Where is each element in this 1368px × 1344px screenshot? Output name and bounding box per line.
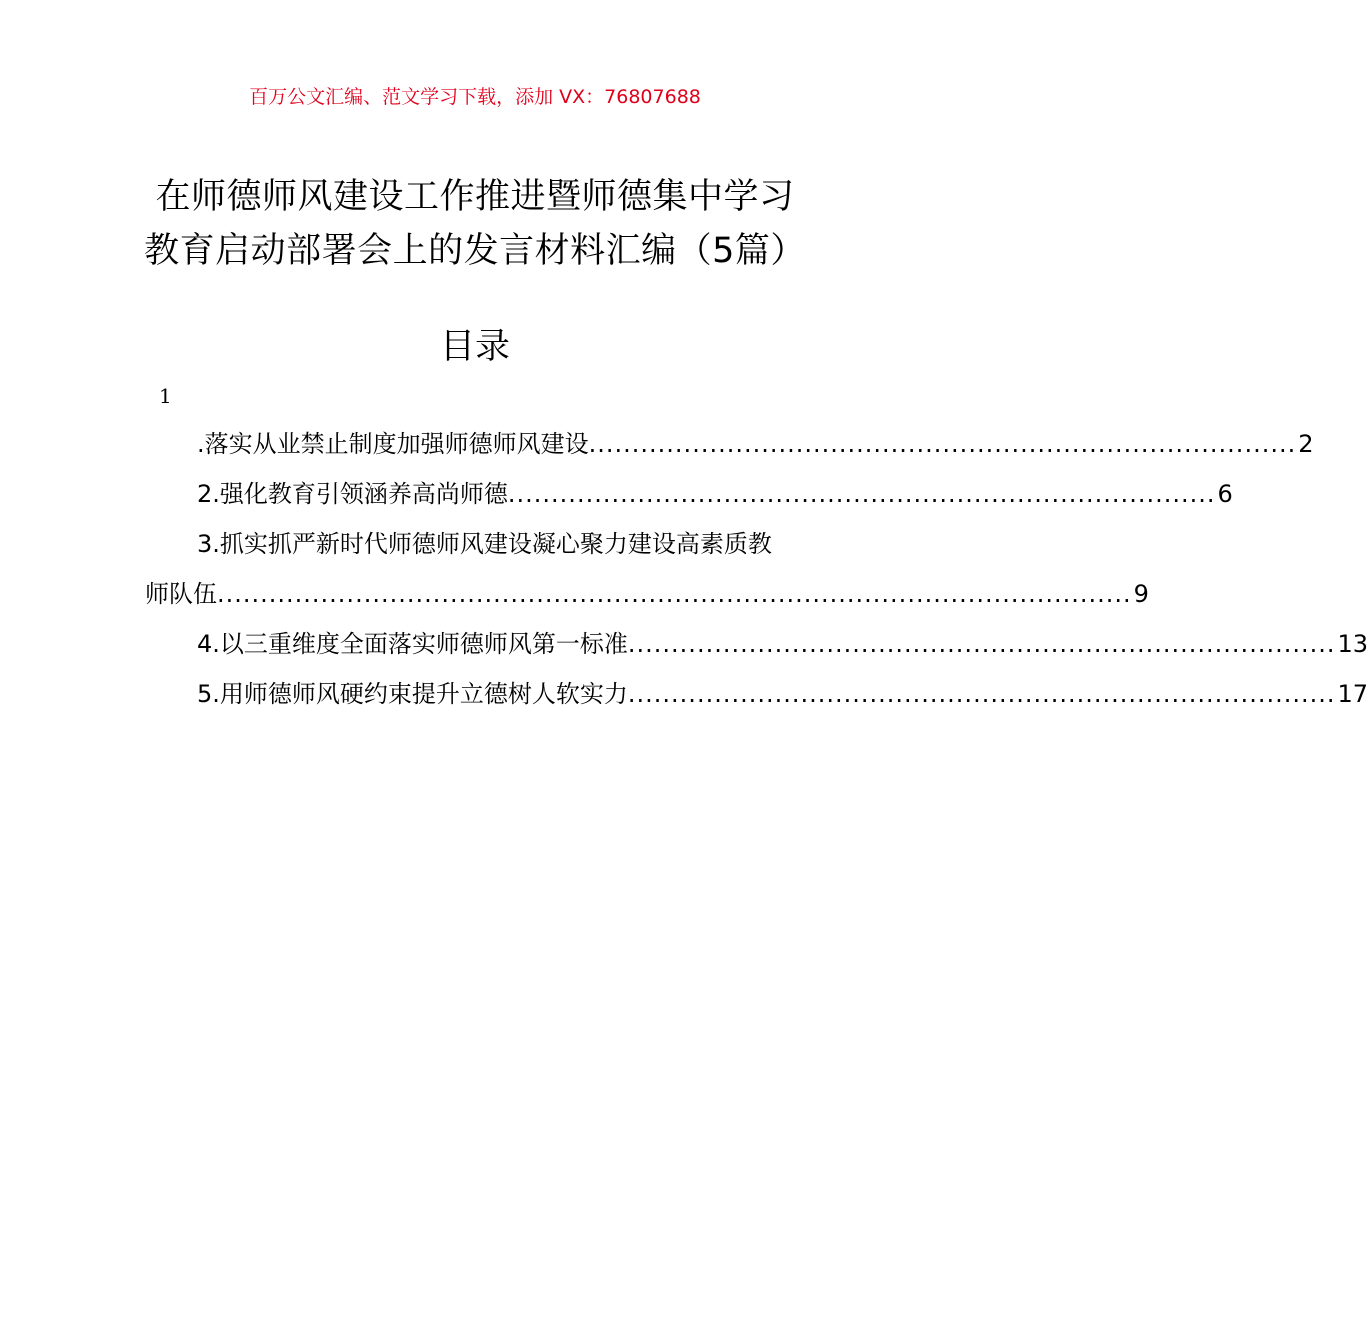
toc-entry-1[interactable] [145, 427, 1314, 461]
toc-entry-text: 4.以三重维度全面落实师德师风第一标准 [197, 630, 628, 658]
toc-entry-text: .落实从业禁止制度加强师德师风建设 [197, 430, 589, 458]
toc-entry-page: 9 [1133, 580, 1149, 608]
toc-entry-page: 6 [1217, 480, 1233, 508]
toc-entry-3[interactable] [145, 577, 1149, 611]
toc-leader-dots: .................................................................................. [507, 480, 1216, 508]
toc-entry-page: 17 [1337, 680, 1368, 708]
document-title [120, 170, 830, 278]
toc-heading: 目录 [439, 327, 510, 367]
toc-entry-4[interactable] [145, 627, 1368, 661]
toc-leader-dots: .................................................................................. [627, 630, 1336, 658]
toc-entry-text: 师队伍 [145, 580, 217, 608]
toc-entry-page: 13 [1337, 630, 1368, 658]
toc-leader-dots: .................................................................................. [588, 430, 1297, 458]
toc-entry-text: 5.用师德师风硬约束提升立德树人软实力 [197, 680, 628, 708]
toc-entry-text: 2.强化教育引领涵养高尚师德 [197, 480, 508, 508]
toc-entry-2[interactable] [145, 477, 1233, 511]
title-line-2: 教育启动部署会上的发言材料汇编（5篇） [144, 231, 806, 271]
header-watermark-note: 百万公文汇编、范文学习下载，添加 VX：76807688 [249, 86, 701, 108]
toc-leader-dots: .......................................................................................................... [217, 580, 1132, 608]
toc-entry-page: 2 [1298, 430, 1314, 458]
toc-entry-3-line-1[interactable]: 3.抓实抓严新时代师德师风建设凝心聚力建设高素质教 [197, 530, 772, 558]
toc-leader-dots: .................................................................................. [627, 680, 1336, 708]
title-line-1: 在师德师风建设工作推进暨师德集中学习 [155, 177, 795, 217]
toc-entry-5[interactable] [145, 677, 1368, 711]
toc-stray-number: 1 [159, 384, 172, 408]
